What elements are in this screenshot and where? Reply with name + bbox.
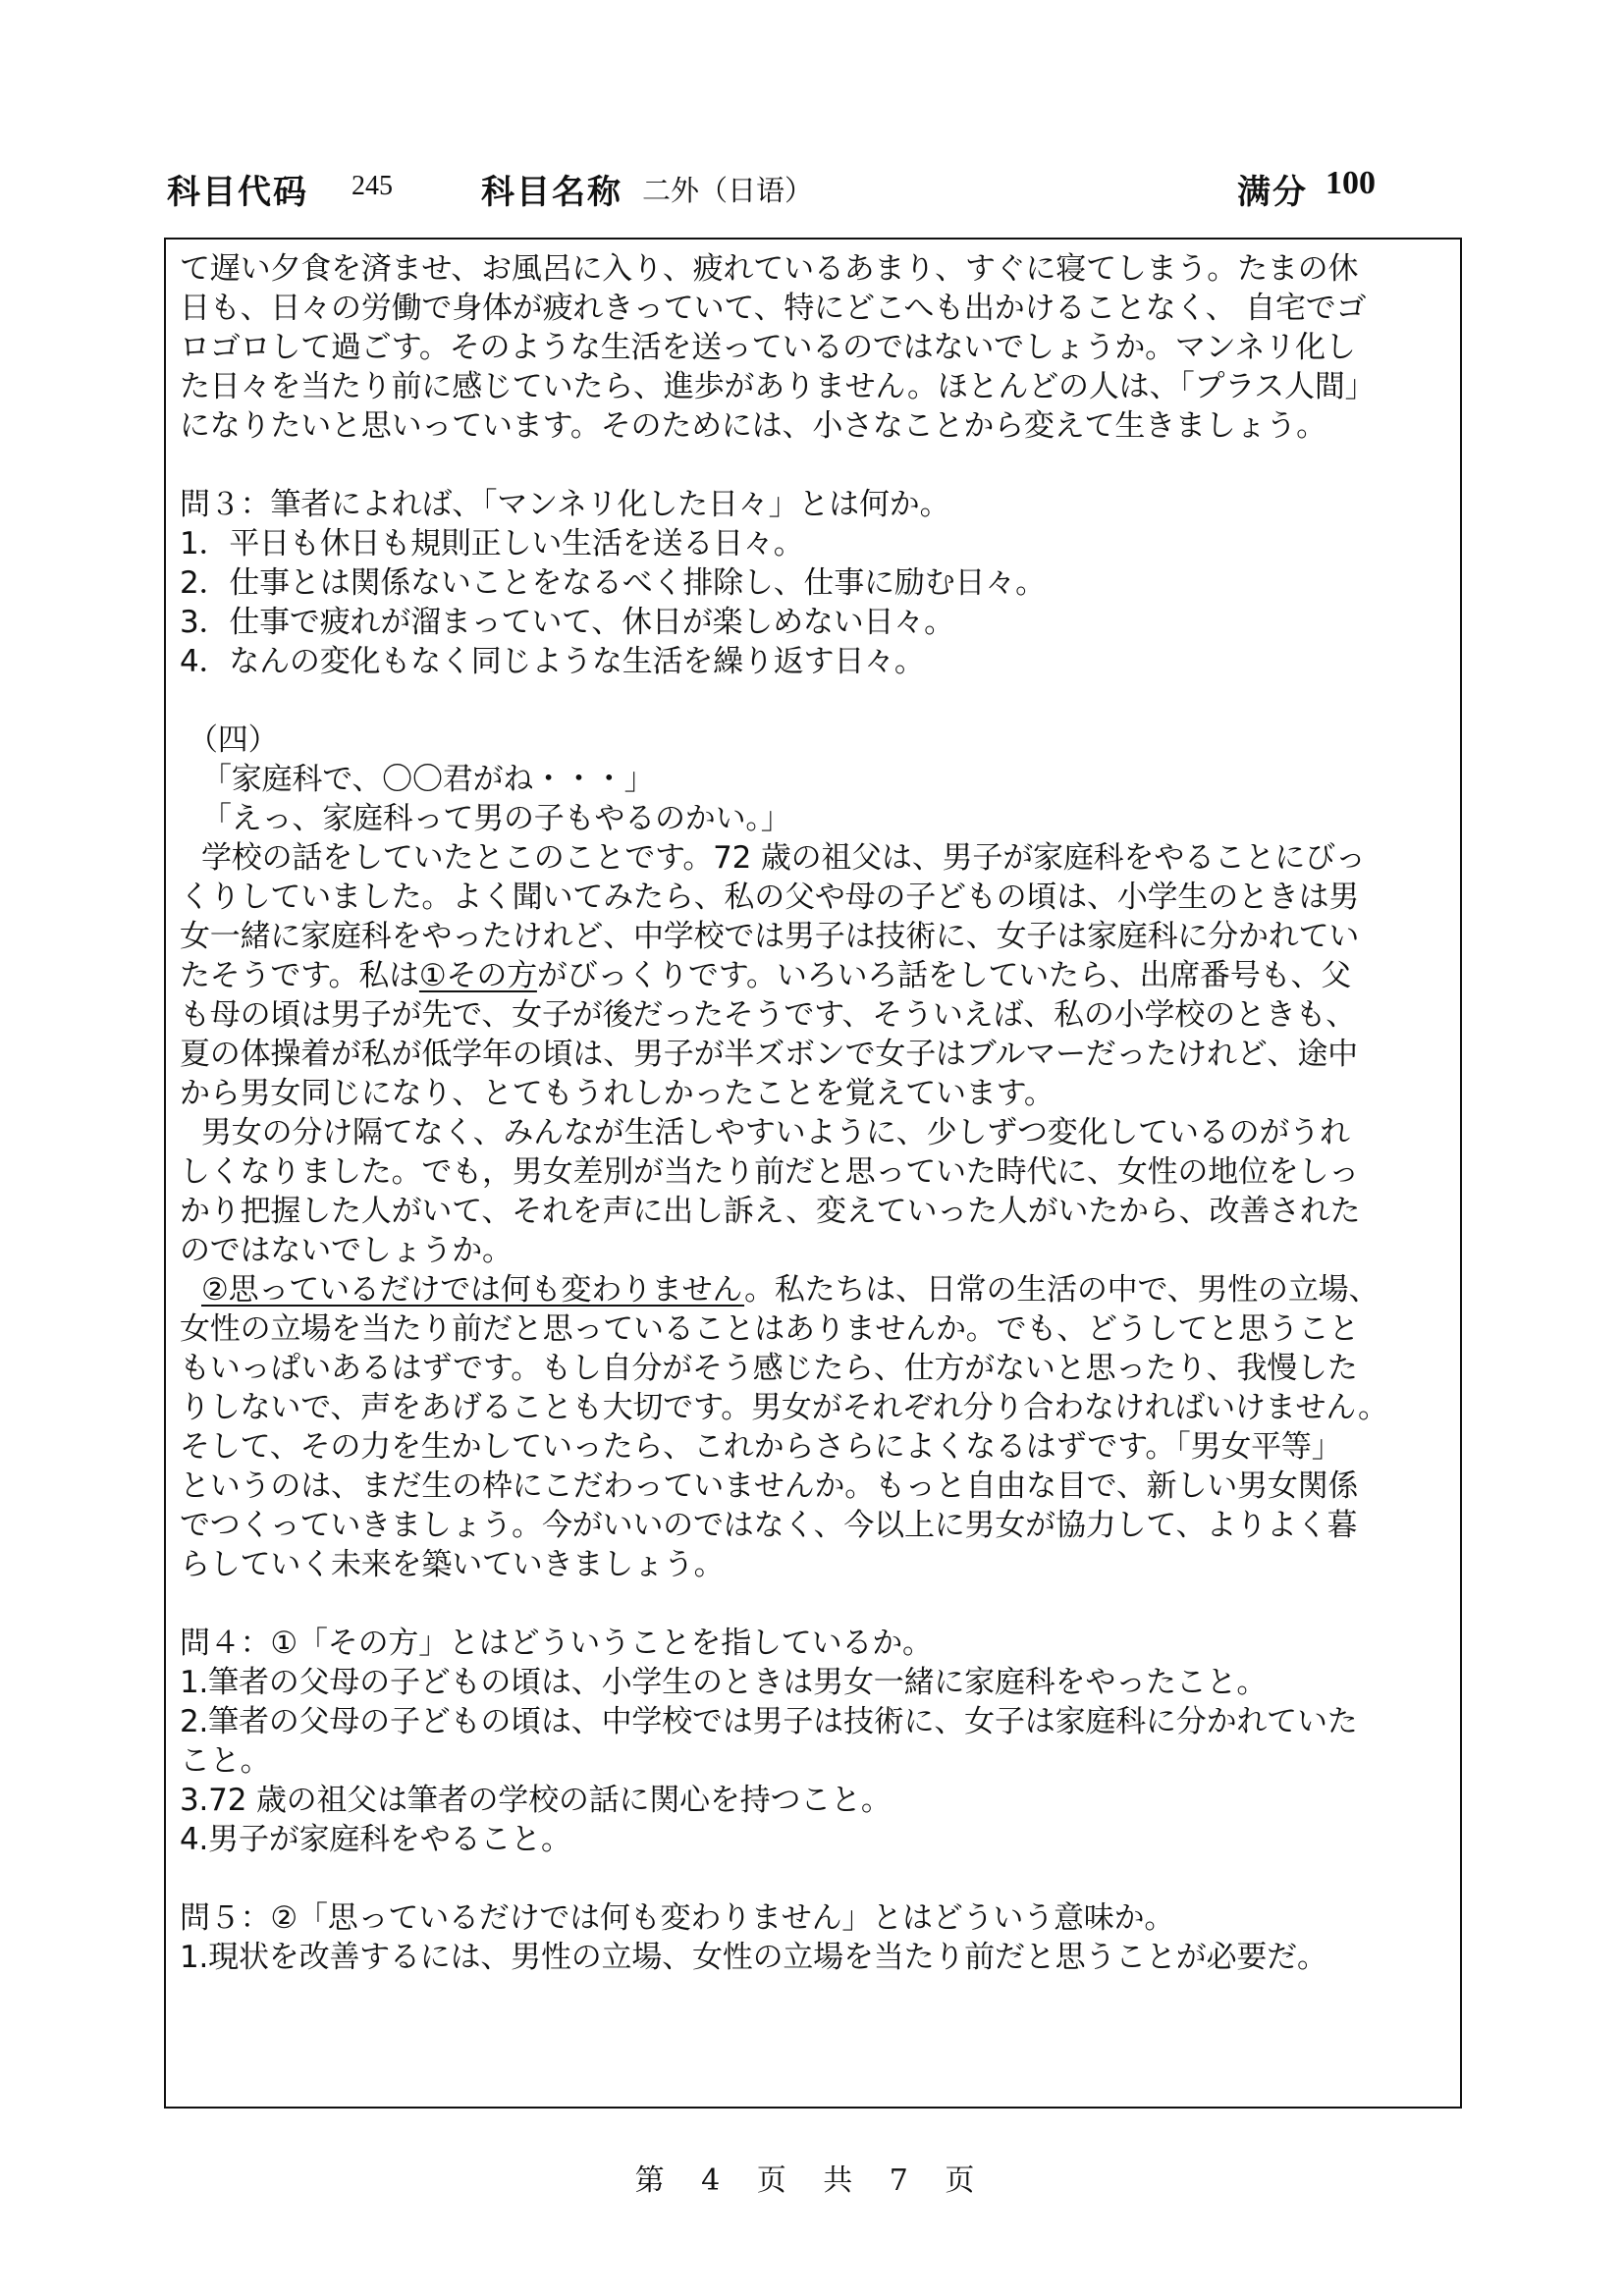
passage-line: た日々を当たり前に感じていたら、進歩がありません。ほとんどの人は、「プラス人間」 — [180, 369, 1376, 404]
page-number: 第 4 页 共 7 页 — [634, 2163, 989, 2198]
exam-header — [167, 165, 1404, 214]
passage-line: りしないで、声をあげることも大切です。男女がそれぞれ分り合わなければいけません。 — [180, 1390, 1388, 1425]
answer-option: 2．仕事とは関係ないことをなるべく排除し、仕事に励む日々。 — [180, 565, 1046, 601]
answer-option: 4．なんの変化もなく同じような生活を繰り返す日々。 — [180, 644, 925, 679]
passage-line: 男女の分け隔てなく、みんなが生活しやすいように、少しずつ変化しているのがうれ — [201, 1115, 1350, 1150]
passage-line: らしていく未来を築いていきましょう。 — [180, 1547, 725, 1582]
subject-name-label: 科目名称 — [481, 173, 622, 212]
passage-line: 日も、日々の労働で身体が疲れきっていて、特にどこへも出かけることなく、 自宅でゴ — [180, 291, 1367, 326]
passage-line: になりたいと思いっています。そのためには、小さなことから変えて生きましょう。 — [180, 408, 1326, 444]
passage-line: ロゴロして過ごす。そのような生活を送っているのではないでしょうか。マンネリ化し — [180, 330, 1356, 365]
subject-name-value: 二外（日语） — [642, 174, 814, 207]
passage-line: から男女同じになり、とてもうれしかったことを覚えています。 — [180, 1076, 1055, 1111]
passage-line: 夏の体操着が私が低学年の頃は、男子が半ズボンで女子はブルマーだったけれど、途中 — [180, 1037, 1358, 1072]
answer-option: 3.72 歳の祖父は筆者の学校の話に関心を持つこと。 — [180, 1783, 892, 1818]
passage-line — [180, 956, 1454, 995]
passage-text: がびっくりです。いろいろ話をしていたら、出席番号も、父 — [536, 958, 1352, 993]
subject-code-value: 245 — [352, 171, 393, 201]
question-prompt: 問４：①「その方」とはどういうことを指しているか。 — [180, 1626, 933, 1661]
spacer — [180, 681, 1454, 721]
question-5 — [180, 1898, 1454, 1977]
passage-line: もいっぱいあるはずです。もし自分がそう感じたら、仕方がないと思ったり、我慢した — [180, 1351, 1358, 1386]
question-prompt: 問３：筆者によれば、「マンネリ化した日々」とは何か。 — [180, 487, 950, 522]
passage-text: たそうです。私は — [180, 958, 419, 993]
passage-line: かり把握した人がいて、それを声に出し訴え、変えていった人がいたから、改善された — [180, 1194, 1361, 1229]
passage-line: しくなりました。でも，男女差別が当たり前だと思っていた時代に、女性の地位をしっ — [180, 1154, 1360, 1190]
answer-option-continuation: こと。 — [180, 1743, 271, 1779]
answer-option: 1.筆者の父母の子どもの頃は、小学生のときは男女一緒に家庭科をやったこと。 — [180, 1665, 1268, 1700]
section-4-passage — [180, 721, 1454, 1584]
exam-content-box — [164, 238, 1462, 2109]
passage-text: 。私たちは、日常の生活の中で、男性の立場、 — [744, 1272, 1380, 1308]
dialogue-line: 「家庭科で、〇〇君がね・・・」 — [201, 762, 655, 797]
full-score-label: 满分 — [1237, 173, 1308, 212]
exam-content — [180, 249, 1454, 1977]
question-3 — [180, 485, 1454, 681]
passage-line: 学校の話をしていたとこのことです。72 歳の祖父は、男子が家庭科をやることにびっ — [201, 840, 1366, 876]
passage-line — [180, 1270, 1454, 1309]
question-prompt: 問５：②「思っているだけでは何も変わりません」とはどういう意味か。 — [180, 1900, 1175, 1936]
passage-line: でつくっていきましょう。今がいいのではなく、今以上に男女が協力して、よりよく暮 — [180, 1508, 1358, 1543]
spacer — [180, 1859, 1454, 1898]
subject-code-label: 科目代码 — [167, 173, 308, 212]
passage-line: そして、その力を生かしていったら、これからさらによくなるはずです。「男女平等」 — [180, 1429, 1342, 1465]
spacer — [180, 1584, 1454, 1624]
passage-line: のではないでしょうか。 — [180, 1233, 513, 1268]
answer-option: 1．平日も休日も規則正しい生活を送る日々。 — [180, 526, 804, 561]
answer-option: 1.現状を改善するには、男性の立場、女性の立場を当たり前だと思うことが必要だ。 — [180, 1940, 1327, 1975]
underlined-reference-1: ①その方 — [418, 958, 537, 993]
passage-line: て遅い夕食を済ませ、お風呂に入り、疲れているあまり、すぐに寝てしまう。たまの休 — [180, 251, 1359, 287]
section-title: （四） — [188, 722, 279, 758]
passage-3-continuation — [180, 249, 1454, 446]
passage-line: 女性の立場を当たり前だと思っていることはありませんか。でも、どうしてと思うこと — [180, 1311, 1360, 1347]
answer-option: 2.筆者の父母の子どもの頃は、中学校では男子は技術に、女子は家庭科に分かれていた — [180, 1704, 1358, 1739]
question-4 — [180, 1624, 1454, 1859]
answer-option: 4.男子が家庭科をやること。 — [180, 1822, 571, 1857]
spacer — [180, 446, 1454, 485]
full-score-value: 100 — [1325, 165, 1376, 201]
dialogue-line: 「えっ、家庭科って男の子もやるのかい。」 — [201, 801, 791, 836]
answer-option: 3．仕事で疲れが溜まっていて、休日が楽しめない日々。 — [180, 605, 954, 640]
underlined-reference-2: ②思っているだけでは何も変わりません — [201, 1272, 745, 1308]
passage-line: 女一緒に家庭科をやったけれど、中学校では男子は技術に、女子は家庭科に分かれてい — [180, 919, 1360, 954]
passage-line: というのは、まだ生の枠にこだわっていませんか。もっと自由な目で、新しい男女関係 — [180, 1468, 1359, 1504]
passage-line: も母の頃は男子が先で、女子が後だったそうです、そういえば、私の小学校のときも、 — [180, 997, 1357, 1033]
passage-line: くりしていました。よく聞いてみたら、私の父や母の子どもの頃は、小学生のときは男 — [180, 880, 1360, 915]
